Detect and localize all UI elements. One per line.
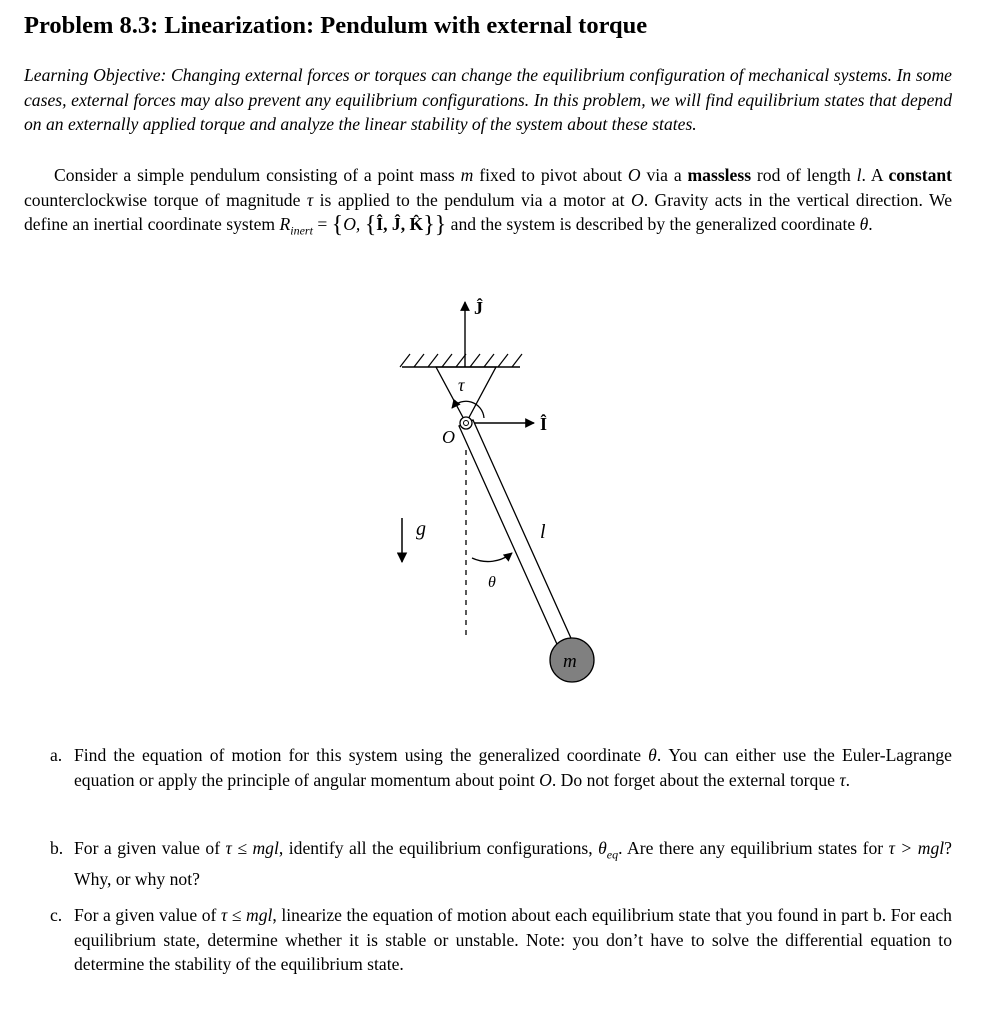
torque-label: τ xyxy=(458,375,465,395)
objective-lead: Learning Objective: xyxy=(24,65,167,85)
pendulum-figure xyxy=(380,290,620,700)
origin-label: O xyxy=(442,427,455,447)
rod-length-label: l xyxy=(540,521,546,543)
question-a: a. Find the equation of motion for this system using the generalized coordinate θ. You can either use the Euler-Lagrange equation or apply the principle of angular momentum about point O. Do not forget about the external torque τ. xyxy=(50,745,952,790)
torque-arrow xyxy=(452,401,484,418)
problem-title: Problem 8.3: Linearization: Pendulum with external torque xyxy=(24,12,648,39)
question-c: c. For a given value of τ ≤ mgl, linearize the equation of motion about each equilibrium state that you found in part b. For each equilibrium state, determine whether it is stable or unstable. Note: you don’t have to solve the differential equation to determine the stability of the equilibrium state. xyxy=(50,905,952,975)
question-label: a. xyxy=(50,745,63,765)
ceiling-hatching xyxy=(400,354,522,367)
pivot-support xyxy=(436,367,496,423)
question-label: c. xyxy=(50,905,63,925)
learning-objective xyxy=(24,63,952,137)
mass-label: m xyxy=(563,651,577,672)
j-unit-vector-label: Ĵ xyxy=(474,298,483,318)
gravity-label: g xyxy=(416,518,426,540)
question-label: b. xyxy=(50,838,64,858)
question-b: b. For a given value of τ ≤ mgl, identify all the equilibrium configurations, $\theta_{eq}$. Are there any equilibrium states for τ > mgl? Why, or why not? xyxy=(50,838,952,890)
problem-intro: Consider a simple pendulum consisting of a point mass m fixed to pivot about O via a massless rod of length l. A constant counterclockwise torque of magnitude τ is applied to the pendulum via a motor at O. Gravity acts in the vertical direction. We define an inertial coordinate system $R_{inert} = \{O$, {Î, Ĵ, K̂}} and the system is described by the generalized coordinate θ. xyxy=(24,165,953,239)
objective-text: Changing external forces or torques can change the equilibrium configuration of mechanical systems. In some cases, external forces may also prevent any equilibrium configurations. In this problem, we will find equilibrium states that depend on an externally applied torque and analyze the linear stability of the system about these states. xyxy=(24,65,952,135)
pendulum-rod xyxy=(459,420,579,662)
theta-label: θ xyxy=(488,574,496,591)
i-unit-vector-label: Î xyxy=(540,414,548,434)
theta-arrow xyxy=(472,553,512,562)
